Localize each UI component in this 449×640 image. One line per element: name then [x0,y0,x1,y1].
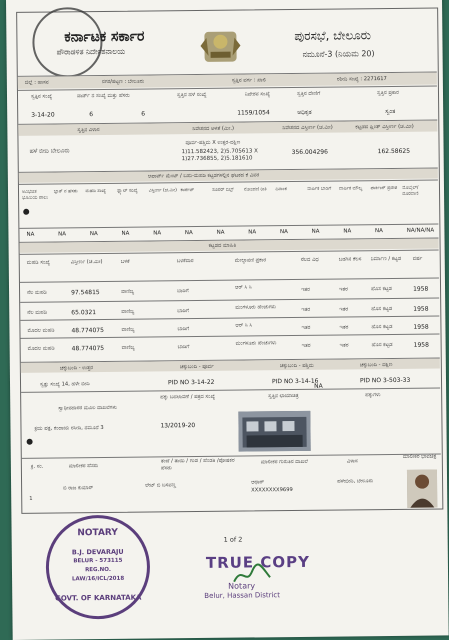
building-cell: ಬಾಡಿಗೆ [177,308,189,315]
apartment-label: ಫ್ಲ್ಯಾಟ್ ಸಂಖ್ಯೆ [117,188,138,194]
owner-photo [407,470,437,508]
apartment-label: ದಿನಾಂಕ [275,187,287,193]
building-cell: 1958 [413,341,429,349]
apartment-label: ಕಾರ್ಪೆಟ್ [180,188,195,194]
building-cell: ಇತರ [339,342,349,349]
apartment-value: NA/NA/NA [406,227,435,234]
building-header-cell: ಬಡಗಿನ ಕೆಲಸ [338,256,362,263]
notary-title: Notary [228,581,256,591]
label-ward: ವಾರ್ಡ್ ನ ಸಂಖ್ಯೆ ಮತ್ತು ಹೆಸರು [76,92,130,100]
apartment-label: ನೋಂದಣಿ ರೀತಿ [243,187,267,193]
id-label: ಮಾಲೀಕರ ಗುರುತಿನ ದಾಖಲೆ [260,458,308,466]
owner-address: ಹಳೇಬೀದಿ, ಬೇಲೂರು [337,478,374,485]
id-doc-number: XXXXXXXX9699 [251,487,293,494]
site-no: 1159/1054 [237,109,270,117]
dimensions: 1)11.582423, 2)5.705613 X 1)27.736855, 2)5.181610 [181,148,258,163]
building-cell: ಹೊಸ ಕಟ್ಟಡ [371,305,393,313]
page-number: 1 of 2 [223,535,243,544]
building-cell: ಇತರ [301,286,310,293]
building-cell: ಇತರ [301,306,311,313]
dimension-label: ಪೂರ್ವ-ಪಶ್ಚಿಮ X ಉತ್ತರ-ದಕ್ಷಿಣ [185,139,241,147]
apartment-value: NA [184,230,193,237]
apartment-title: ಅಪಾರ್ಟ್ ಮೆಂಟ್ / ಬಹು-ಮಹಡಿ ಕಟ್ಟಡಗಳಲ್ಲಿನ ಘಟಕದ ಕೆ ವಿವರ [147,172,260,180]
building-header-cell: ಮಹಡಿ ಸಂಖ್ಯೆ [26,259,50,266]
apartment-value: NA [121,230,130,237]
apartment-label: ಪಾರ್ಕಿಂಗ್ ಪ್ರದೇಶ [370,185,398,192]
building-cell: ಬಾಡಿಗೆ [177,288,189,295]
label-authority: ಸ್ವತ್ತಿನ ದೇಣಿಗೆ [296,90,321,97]
apartment-value: NA [26,231,35,238]
property-class: ಸ್ವತ್ತಿನ ವರ್ಗ : ಖಾಲಿ [231,77,267,84]
serial-label: ಕ್ರ. ಸಂ. [30,463,44,470]
apartment-value: NA [279,229,288,236]
building-cell: 48.774075 [71,344,105,353]
karnataka-emblem-icon [196,26,244,69]
receipt-number: ರಶೀದಿ ಸಂಖ್ಯೆ : 2271617 [336,76,387,83]
apartment-value: NA [311,228,320,235]
apartment-label: ವಾರ್ಷಿಕ ಬಾಡಿಗೆ [307,186,332,192]
owner-father: ಲೇಟ್ ಬಿ ಬಸವಣ್ಣ [145,482,177,489]
building-cell: ಹೊಸ ಕಟ್ಟಡ [371,341,393,349]
apartment-value: NA [248,229,257,236]
documents-label: ಸ್ವಾಧೀನದಾರರ ಮೂಲ ದಾಖಲೆಗಳು [58,404,117,412]
boundary-south: PID NO 3-503-33 [359,376,411,385]
authority: ಅಧಿಕೃತ [297,108,312,116]
building-header-cell: ವಿಸ್ತೀರ್ಣ (ಚ.ಮೀ) [70,259,103,266]
ward-name: 6 [141,110,146,118]
label-site-no: ನಿವೇಶನ ಸಂಖ್ಯೆ [244,91,271,98]
building-header-cell: ಬಳಕೆ [120,258,130,265]
property-no: 3-14-20 [31,111,55,119]
boundary-north: ಸ್ವತ್ತು ಸಂಖ್ಯೆ 14, ಹಳೇ ಬೀದಿ [39,381,90,388]
boundary-west-label: ಚಕ್ಕುಬಂದಿ - ಪಶ್ಚಿಮ [279,362,314,370]
building-cell: 65.0321 [71,309,97,317]
building-cell: 1958 [413,305,429,313]
building-cell: ನೆಲ ಮಹಡಿ [27,289,47,296]
building-header-cell: ವರ್ಷ [412,255,423,262]
apartment-label: ಮೊಬೈಲ್/ದೂರವಾಣಿ [402,185,419,197]
punch-hole [23,209,29,215]
seal-line1: BELUR - 573115 [73,557,123,565]
rights-label: ಹಕ್ಕುಗಳು [365,392,381,399]
building-cell: ಹೊಸ ಕಟ್ಟಡ [371,323,393,331]
govt-title: ಕರ್ನಾಟಕ ಸರ್ಕಾರ [64,28,145,46]
plinth-area: 162.58625 [377,147,411,156]
apartment-value: NA [153,230,162,237]
site-area: 356.004296 [291,148,328,157]
boundary-south-label: ಚಕ್ಕುಬಂದಿ - ದಕ್ಷಿಣ [359,361,393,369]
boundary-east: PID NO 3-14-22 [167,378,215,387]
documents: ಕ್ರಯ ಪತ್ರ, ಕಂದಾಯ ರಸೀದಿ, ನಮೂನೆ 3 [34,425,104,432]
ward-no: 6 [89,111,94,119]
seal-bottom: GOVT. OF KARNATAKA [55,593,142,603]
apartment-value: NA [216,229,225,236]
building-cell: ವಾಣಿಜ್ಯ [121,326,135,333]
building-cell: ಇತರ [339,306,349,313]
relation-label: ತಂದೆ / ತಾಯಿ / ಗಂಡ / ಹೆಂಡತಿ /ಪೋಷಕರ ಹೆಸರು [160,457,235,471]
apartment-label: ಮಹಡಿ ಸಂಖ್ಯೆ [85,188,106,195]
owner-address-label: ವಿಳಾಸ [346,458,358,465]
apartment-label: ವಿಸ್ತೀರ್ಣ (ಚ.ಮೀ) [148,188,177,194]
district: ಜಿಲ್ಲೆ : ಹಾಸನ [24,79,49,86]
building-header-cell: ನಿರ್ಮಾಣ / ಕಟ್ಟಡ [370,255,402,263]
notary-seal [45,515,150,620]
owner-name-label: ಮಾಲೀಕರ ಹೆಸರು [68,463,99,470]
building-cell: ಬಾಡಿಗೆ [177,344,190,351]
building-cell: 1958 [413,323,429,331]
building-cell: 97.54815 [71,289,100,297]
rights: NA [314,382,323,390]
building-cell: ಹೊಸ ಕಟ್ಟಡ [371,285,393,293]
owner-serial: 1 [29,495,33,502]
building-cell: ಬಾಡಿಗೆ [177,326,190,333]
boundary-north-label: ಚಕ್ಕುಬಂದಿ - ಉತ್ತರ [59,365,93,372]
label-dimensions: ನಿವೇಶನದ ಅಳತೆ (ಮೀ.) [192,125,235,133]
mutation-no: 13/2019-20 [160,422,196,430]
building-cell: ಮೊದಲ ಮಹಡಿ [27,327,55,334]
directorate-title: ಪೌರಾಡಳಿತ ನಿರ್ದೇಶನಾಲಯ [56,46,126,57]
apartment-value: NA [89,231,98,238]
building-header-cell: ಬಳಕೆದಾರ [176,258,194,265]
building-cell: ನೆಲ ಮಹಡಿ [27,309,48,316]
apartment-value: NA [58,231,67,238]
building-title: ಕಟ್ಟಡದ ಮಾಹಿತಿ [208,242,237,249]
city: ನಗರ/ಪಟ್ಟಣ : ಬೇಲೂರು [101,78,145,86]
label-property-no: ಸ್ವತ್ತಿನ ಸಂಖ್ಯೆ [30,93,53,100]
apartment-label: ಬ್ಲಾಕ್ ನ ಹೆಸರು [53,189,78,195]
building-header-cell: ನೆಲದ ವಿಧ [300,256,319,263]
apartment-label: ವಾರ್ಷಿಕ ಮೌಲ್ಯ [338,186,363,192]
building-cell: ಮಂಗಳೂರು ಹೆಂಚುಗಳು [235,304,277,311]
building-cell: 48.774075 [71,326,104,335]
address: ಹಳೆ ಬೀದಿ ಬೇಲೂರು [29,147,70,155]
building-header-cell: ಮೇಲ್ಛಾವಣಿ ಪ್ರಕಾರ [234,257,267,264]
building-cell: ಆರ್ ಸಿ ಸಿ [234,284,252,291]
photo-label: ಸ್ವತ್ತಿನ ಛಾಯಾಚಿತ್ರ [268,392,299,400]
building-cell: ವಾಣಿಜ್ಯ [121,344,135,351]
building-cell: ಮಂಗಳೂರು ಹೆಂಚುಗಳು [235,340,277,347]
property-photo [238,411,310,452]
true-copy-stamp: TRUE COPY [205,552,311,572]
label-old-no: ಸ್ವತ್ತಿನ ಹಳೆ ಸಂಖ್ಯೆ [176,91,207,99]
building-cell: ಆರ್ ಸಿ ಸಿ [235,322,253,329]
boundary-east-label: ಚಕ್ಕುಬಂದಿ - ಪೂರ್ವ [179,363,214,371]
punch-hole [27,439,33,445]
building-cell: ಮೊದಲ ಮಹಡಿ [27,345,55,352]
building-cell: ವಾಣಿಜ್ಯ [121,288,135,295]
municipality-title: ಪುರಸಭೆ, ಬೇಲೂರು [294,28,371,43]
building-cell: ಇತರ [301,342,311,349]
building-cell: 1958 [413,285,429,293]
document-page [6,0,449,640]
owner-name: ಬಿ ರಾಜ ಕುಮಾರ್ [63,485,94,492]
building-cell: ವಾಣಿಜ್ಯ [121,308,135,315]
property-type: ಸ್ವಂತ [385,107,396,116]
seal-line2: REG.NO. [85,566,111,574]
seal-name: B.J. DEVARAJU [71,547,124,557]
building-cell: ಇತರ [301,324,311,331]
label-site-area: ನಿವೇಶನದ ವಿಸ್ತೀರ್ಣ (ಚ.ಮೀ) [282,124,333,132]
seal-line3: LAW/16/ICL/2018 [71,575,125,583]
apartment-value: NA [343,228,352,235]
label-plinth-area: ಕಟ್ಟಡದ ಪ್ಲಿಂತ್ ವಿಸ್ತೀರ್ಣ (ಚ.ಮೀ) [355,123,414,131]
mutation-label: ಹಕ್ಕು ಬದಲಾವಣೆ / ಪತ್ರದ ಸಂಖ್ಯೆ [160,393,216,401]
label-address: ಸ್ವತ್ತಿನ ವಿಳಾಸ [77,127,100,134]
apartment-value: NA [375,228,383,235]
apartment-label: ಸೂಪರ್ ಬಿಲ್ಟ್ [212,187,234,193]
building-cell: ಇತರ [339,324,349,331]
apartment-label: ಅವಿಭಜಿತ ಭೂಮಿಯ ಪಾಲು [21,189,48,201]
boundary-west: PID NO 3-14-16 [271,377,319,386]
notary-place: Belur, Hassan District [204,591,281,600]
building-cell: ಇತರ [339,286,348,293]
owner-photo-label: ಮಾಲೀಕರ ಭಾವಚಿತ್ರ [402,453,437,460]
id-doc-type: ಆಧಾರ್ [251,479,265,486]
seal-top: NOTARY [77,527,118,539]
label-type: ಸ್ವತ್ತಿನ ಪ್ರಕಾರ [376,89,399,97]
form-number: ನಮೂನೆ-3 (ನಿಯಮ 20) [302,49,375,59]
